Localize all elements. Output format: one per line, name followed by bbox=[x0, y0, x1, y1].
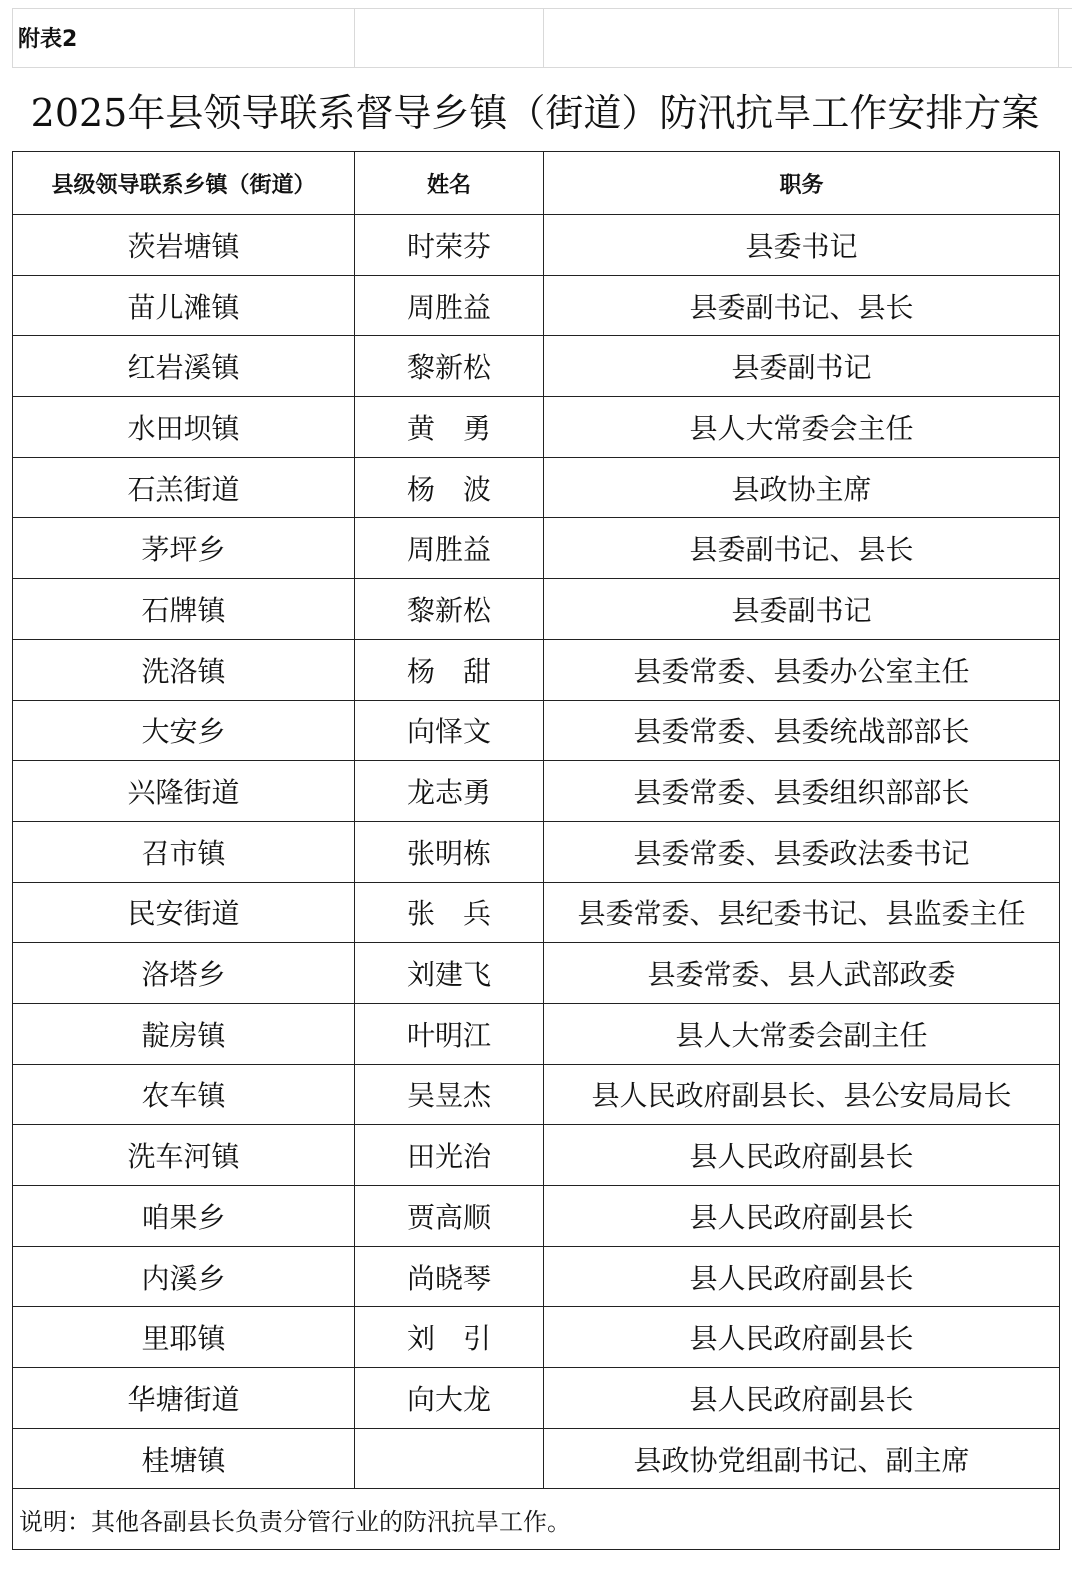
column-header-township: 县级领导联系乡镇（街道） bbox=[13, 152, 355, 215]
table-row bbox=[13, 1428, 1060, 1489]
cell-township: 石羔街道 bbox=[13, 457, 355, 518]
cell-township: 洛塔乡 bbox=[13, 943, 355, 1004]
cell-position: 县人大常委会主任 bbox=[544, 397, 1060, 458]
cell-township: 红岩溪镇 bbox=[13, 336, 355, 397]
cell-name: 向大龙 bbox=[355, 1368, 544, 1429]
table-row bbox=[13, 275, 1060, 336]
cell-township: 民安街道 bbox=[13, 882, 355, 943]
cell-position: 县人民政府副县长 bbox=[544, 1125, 1060, 1186]
grid-line bbox=[1058, 8, 1059, 68]
cell-position: 县委副书记 bbox=[544, 336, 1060, 397]
cell-township: 茨岩塘镇 bbox=[13, 215, 355, 276]
cell-position: 县人民政府副县长 bbox=[544, 1307, 1060, 1368]
grid-line bbox=[12, 8, 1072, 9]
cell-name: 张 兵 bbox=[355, 882, 544, 943]
cell-name: 龙志勇 bbox=[355, 761, 544, 822]
cell-position: 县委副书记、县长 bbox=[544, 275, 1060, 336]
table-row bbox=[13, 943, 1060, 1004]
page-title: 2025年县领导联系督导乡镇（街道）防汛抗旱工作安排方案 bbox=[30, 91, 1040, 135]
cell-name bbox=[355, 1428, 544, 1489]
grid-line bbox=[543, 8, 544, 68]
cell-township: 里耶镇 bbox=[13, 1307, 355, 1368]
cell-position: 县委常委、县委办公室主任 bbox=[544, 639, 1060, 700]
cell-name: 黄 勇 bbox=[355, 397, 544, 458]
table-row bbox=[13, 1307, 1060, 1368]
cell-position: 县人大常委会副主任 bbox=[544, 1003, 1060, 1064]
table-row bbox=[13, 457, 1060, 518]
cell-position: 县人民政府副县长、县公安局局长 bbox=[544, 1064, 1060, 1125]
table-row bbox=[13, 397, 1060, 458]
cell-position: 县委副书记 bbox=[544, 579, 1060, 640]
cell-township: 靛房镇 bbox=[13, 1003, 355, 1064]
table-row bbox=[13, 700, 1060, 761]
table-row bbox=[13, 336, 1060, 397]
cell-name: 杨 波 bbox=[355, 457, 544, 518]
table-row bbox=[13, 579, 1060, 640]
cell-name: 尚晓琴 bbox=[355, 1246, 544, 1307]
cell-name: 杨 甜 bbox=[355, 639, 544, 700]
table-row bbox=[13, 518, 1060, 579]
cell-name: 田光治 bbox=[355, 1125, 544, 1186]
cell-name: 时荣芬 bbox=[355, 215, 544, 276]
table-row bbox=[13, 639, 1060, 700]
cell-position: 县委常委、县委统战部部长 bbox=[544, 700, 1060, 761]
cell-name: 周胜益 bbox=[355, 518, 544, 579]
table-row bbox=[13, 1125, 1060, 1186]
appendix-label: 附表2 bbox=[18, 27, 78, 52]
cell-township: 大安乡 bbox=[13, 700, 355, 761]
cell-name: 贾高顺 bbox=[355, 1186, 544, 1247]
cell-name: 向怿文 bbox=[355, 700, 544, 761]
column-header-position: 职务 bbox=[544, 152, 1060, 215]
grid-line bbox=[12, 8, 13, 68]
cell-position: 县委常委、县纪委书记、县监委主任 bbox=[544, 882, 1060, 943]
cell-township: 桂塘镇 bbox=[13, 1428, 355, 1489]
table-row bbox=[13, 1246, 1060, 1307]
table-row bbox=[13, 1003, 1060, 1064]
cell-position: 县政协主席 bbox=[544, 457, 1060, 518]
column-header-name: 姓名 bbox=[355, 152, 544, 215]
table-row bbox=[13, 882, 1060, 943]
table-note: 说明：其他各副县长负责分管行业的防汛抗旱工作。 bbox=[13, 1489, 1060, 1550]
cell-position: 县委常委、县人武部政委 bbox=[544, 943, 1060, 1004]
cell-position: 县委书记 bbox=[544, 215, 1060, 276]
cell-name: 周胜益 bbox=[355, 275, 544, 336]
cell-township: 茅坪乡 bbox=[13, 518, 355, 579]
cell-name: 黎新松 bbox=[355, 579, 544, 640]
cell-position: 县人民政府副县长 bbox=[544, 1368, 1060, 1429]
table-row bbox=[13, 1368, 1060, 1429]
cell-name: 吴昱杰 bbox=[355, 1064, 544, 1125]
cell-township: 农车镇 bbox=[13, 1064, 355, 1125]
cell-township: 水田坝镇 bbox=[13, 397, 355, 458]
cell-township: 召市镇 bbox=[13, 821, 355, 882]
cell-township: 兴隆街道 bbox=[13, 761, 355, 822]
table-row bbox=[13, 1186, 1060, 1247]
cell-name: 刘建飞 bbox=[355, 943, 544, 1004]
cell-position: 县政协党组副书记、副主席 bbox=[544, 1428, 1060, 1489]
assignment-table bbox=[12, 151, 1060, 1550]
cell-position: 县委副书记、县长 bbox=[544, 518, 1060, 579]
cell-name: 刘 引 bbox=[355, 1307, 544, 1368]
note-row bbox=[13, 1489, 1060, 1550]
table-header-row bbox=[13, 152, 1060, 215]
grid-line bbox=[12, 67, 1072, 68]
cell-name: 黎新松 bbox=[355, 336, 544, 397]
table-row bbox=[13, 215, 1060, 276]
cell-position: 县人民政府副县长 bbox=[544, 1246, 1060, 1307]
cell-township: 洗车河镇 bbox=[13, 1125, 355, 1186]
cell-township: 石牌镇 bbox=[13, 579, 355, 640]
cell-township: 咱果乡 bbox=[13, 1186, 355, 1247]
cell-position: 县委常委、县委政法委书记 bbox=[544, 821, 1060, 882]
grid-line bbox=[354, 8, 355, 68]
cell-name: 叶明江 bbox=[355, 1003, 544, 1064]
cell-township: 内溪乡 bbox=[13, 1246, 355, 1307]
cell-name: 张明栋 bbox=[355, 821, 544, 882]
table-row bbox=[13, 1064, 1060, 1125]
cell-position: 县委常委、县委组织部部长 bbox=[544, 761, 1060, 822]
table-row bbox=[13, 821, 1060, 882]
table-body bbox=[13, 215, 1060, 1489]
table-row bbox=[13, 761, 1060, 822]
cell-position: 县人民政府副县长 bbox=[544, 1186, 1060, 1247]
cell-township: 洗洛镇 bbox=[13, 639, 355, 700]
cell-township: 苗儿滩镇 bbox=[13, 275, 355, 336]
cell-township: 华塘街道 bbox=[13, 1368, 355, 1429]
